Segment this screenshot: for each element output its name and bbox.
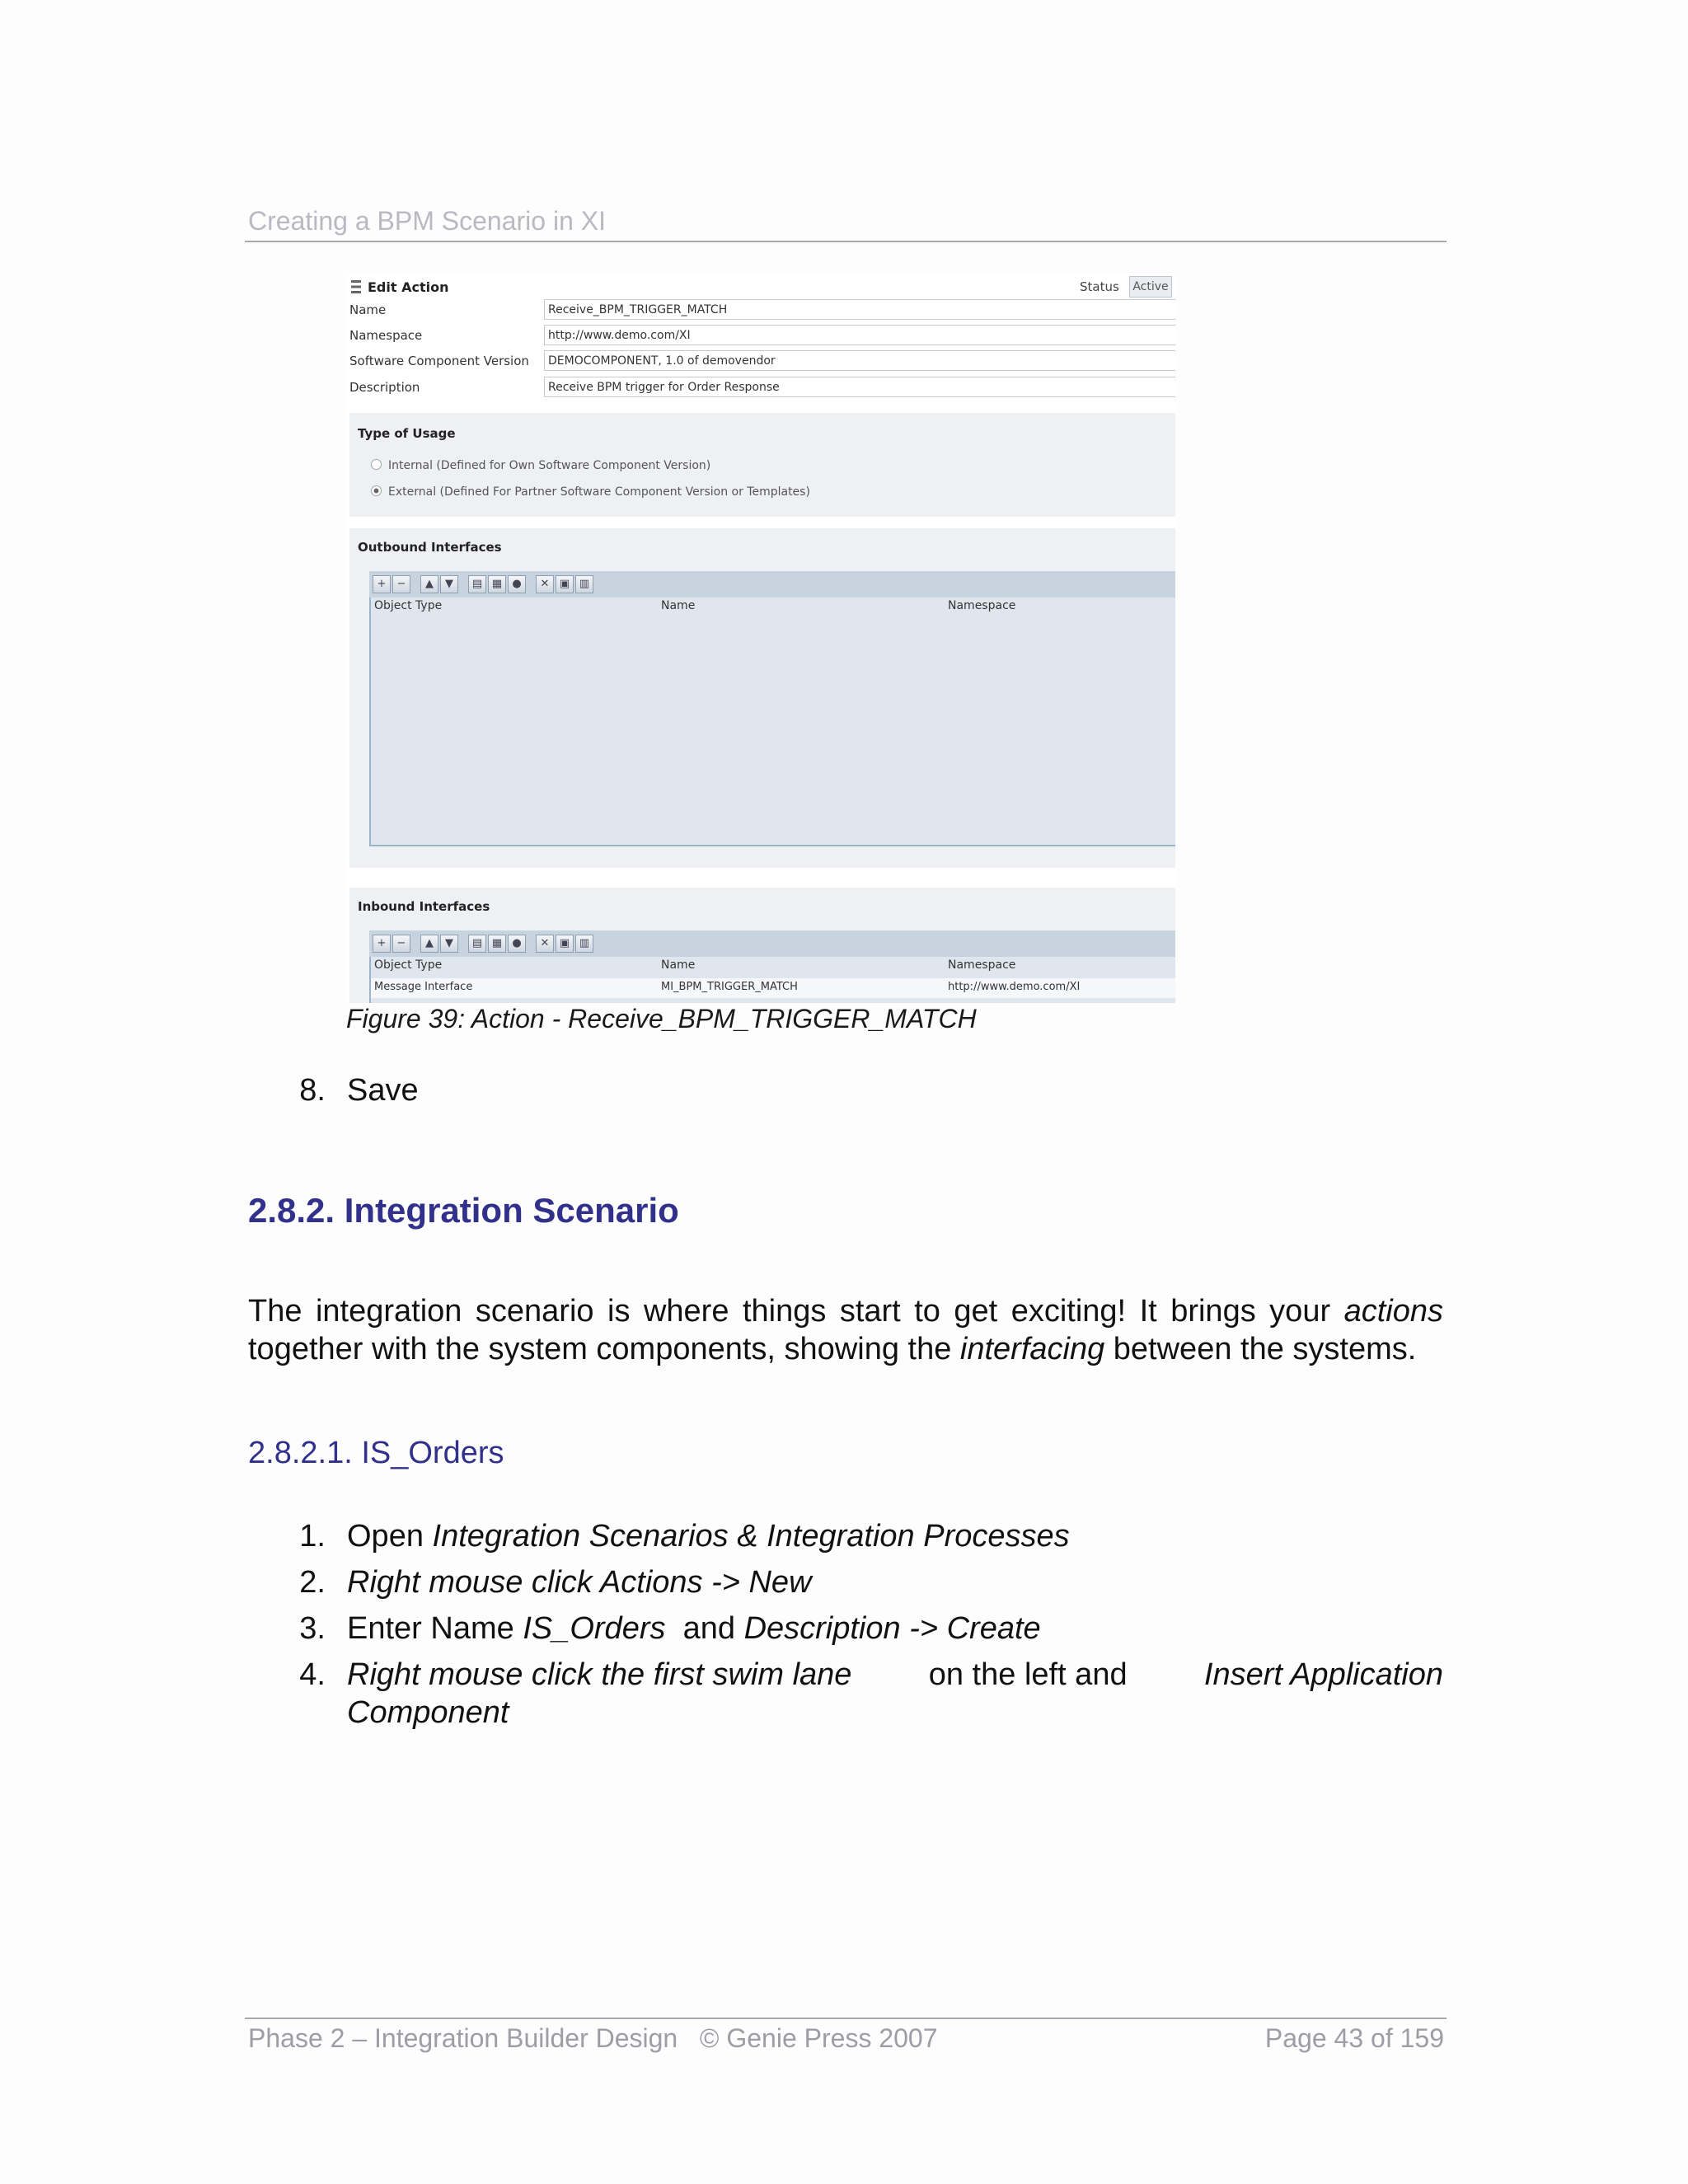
inbound-table	[369, 957, 1175, 1003]
cut-icon[interactable]: ✕	[536, 935, 554, 953]
outbound-toolbar	[369, 571, 1175, 598]
status-value: Active	[1129, 276, 1172, 298]
copy-row-icon[interactable]: ▣	[556, 935, 574, 953]
edit-action-screenshot	[346, 274, 1175, 1003]
column-header-namespace[interactable]: Namespace	[948, 958, 1016, 972]
list-item: Open Integration Scenarios & Integration Processes	[347, 1519, 1070, 1554]
outbound-table	[369, 598, 1175, 846]
inbound-interfaces-title: Inbound Interfaces	[358, 899, 490, 914]
copy-row-icon[interactable]: ▣	[556, 575, 574, 593]
open-icon[interactable]: ●	[508, 935, 526, 953]
column-header-name[interactable]: Name	[661, 599, 696, 612]
paste-row-icon[interactable]: ▥	[575, 935, 593, 953]
footer-left: Phase 2 – Integration Builder Design © Genie Press 2007	[248, 2023, 938, 2053]
table-row[interactable]	[371, 978, 1175, 998]
step-number: 4.	[299, 1657, 326, 1692]
type-of-usage-title: Type of Usage	[358, 426, 456, 441]
running-header: Creating a BPM Scenario in XI	[248, 206, 606, 236]
inbound-toolbar	[369, 930, 1175, 957]
step-number: 2.	[299, 1565, 326, 1600]
list-item: Enter Name IS_Orders and Description -> Create	[347, 1611, 1041, 1646]
list-item: Right mouse click Actions -> New	[347, 1565, 812, 1600]
edit-action-icon	[351, 280, 361, 293]
move-up-icon[interactable]: ▲	[420, 935, 438, 953]
description-label: Description	[349, 380, 420, 395]
column-header-object-type[interactable]: Object Type	[374, 958, 443, 972]
footer-rule	[245, 2018, 1447, 2019]
step-text: Save	[347, 1073, 419, 1108]
paste-row-icon[interactable]: ▥	[575, 575, 593, 593]
namespace-label: Namespace	[349, 328, 423, 343]
copy-icon[interactable]: ▤	[468, 935, 486, 953]
delete-row-icon[interactable]: −	[392, 575, 410, 593]
open-icon[interactable]: ●	[508, 575, 526, 593]
column-header-object-type[interactable]: Object Type	[374, 599, 443, 612]
subsection-heading: 2.8.2.1. IS_Orders	[248, 1436, 504, 1470]
move-down-icon[interactable]: ▼	[440, 575, 458, 593]
section-paragraph: The integration scenario is where things start to get exciting! It brings your actions together with the system components, showing the interfacing between the systems.	[248, 1294, 1443, 1366]
page-number: Page 43 of 159	[1264, 2023, 1444, 2053]
software-component-label: Software Component Version	[349, 354, 529, 368]
step-number: 3.	[299, 1611, 326, 1646]
cell-namespace: http://www.demo.com/XI	[948, 981, 1081, 993]
radio-selected-icon	[371, 485, 382, 496]
external-radio[interactable]: External (Defined For Partner Software Component Version or Templates)	[371, 485, 810, 499]
insert-row-icon[interactable]: +	[373, 575, 391, 593]
outbound-interfaces-title: Outbound Interfaces	[358, 540, 502, 555]
list-item-continuation: Component	[347, 1695, 509, 1730]
column-header-namespace[interactable]: Namespace	[948, 599, 1016, 612]
header-rule	[245, 241, 1447, 242]
name-field[interactable]: Receive_BPM_TRIGGER_MATCH	[544, 299, 1175, 320]
delete-row-icon[interactable]: −	[392, 935, 410, 953]
status-label: Status	[1080, 279, 1119, 294]
cut-icon[interactable]: ✕	[536, 575, 554, 593]
namespace-field[interactable]: http://www.demo.com/XI	[544, 325, 1175, 345]
radio-icon	[371, 459, 382, 470]
software-component-field[interactable]: DEMOCOMPONENT, 1.0 of demovendor	[544, 350, 1175, 371]
step-number: 1.	[299, 1519, 326, 1554]
edit-action-title: Edit Action	[351, 279, 448, 295]
internal-radio[interactable]: Internal (Defined for Own Software Component Version)	[371, 459, 710, 472]
copy-icon[interactable]: ▤	[468, 575, 486, 593]
cell-name: MI_BPM_TRIGGER_MATCH	[661, 981, 798, 993]
paste-icon[interactable]: ▦	[488, 935, 506, 953]
name-label: Name	[349, 302, 387, 317]
move-down-icon[interactable]: ▼	[440, 935, 458, 953]
description-field[interactable]: Receive BPM trigger for Order Response	[544, 377, 1175, 397]
column-header-name[interactable]: Name	[661, 958, 696, 972]
cell-object-type: Message Interface	[374, 981, 473, 993]
figure-caption: Figure 39: Action - Receive_BPM_TRIGGER_MATCH	[346, 1004, 977, 1033]
paste-icon[interactable]: ▦	[488, 575, 506, 593]
step-number: 8.	[299, 1073, 326, 1108]
list-item: Right mouse click the first swim lane on the left and Insert Application	[347, 1657, 1443, 1692]
insert-row-icon[interactable]: +	[373, 935, 391, 953]
section-heading: 2.8.2. Integration Scenario	[248, 1191, 679, 1230]
move-up-icon[interactable]: ▲	[420, 575, 438, 593]
